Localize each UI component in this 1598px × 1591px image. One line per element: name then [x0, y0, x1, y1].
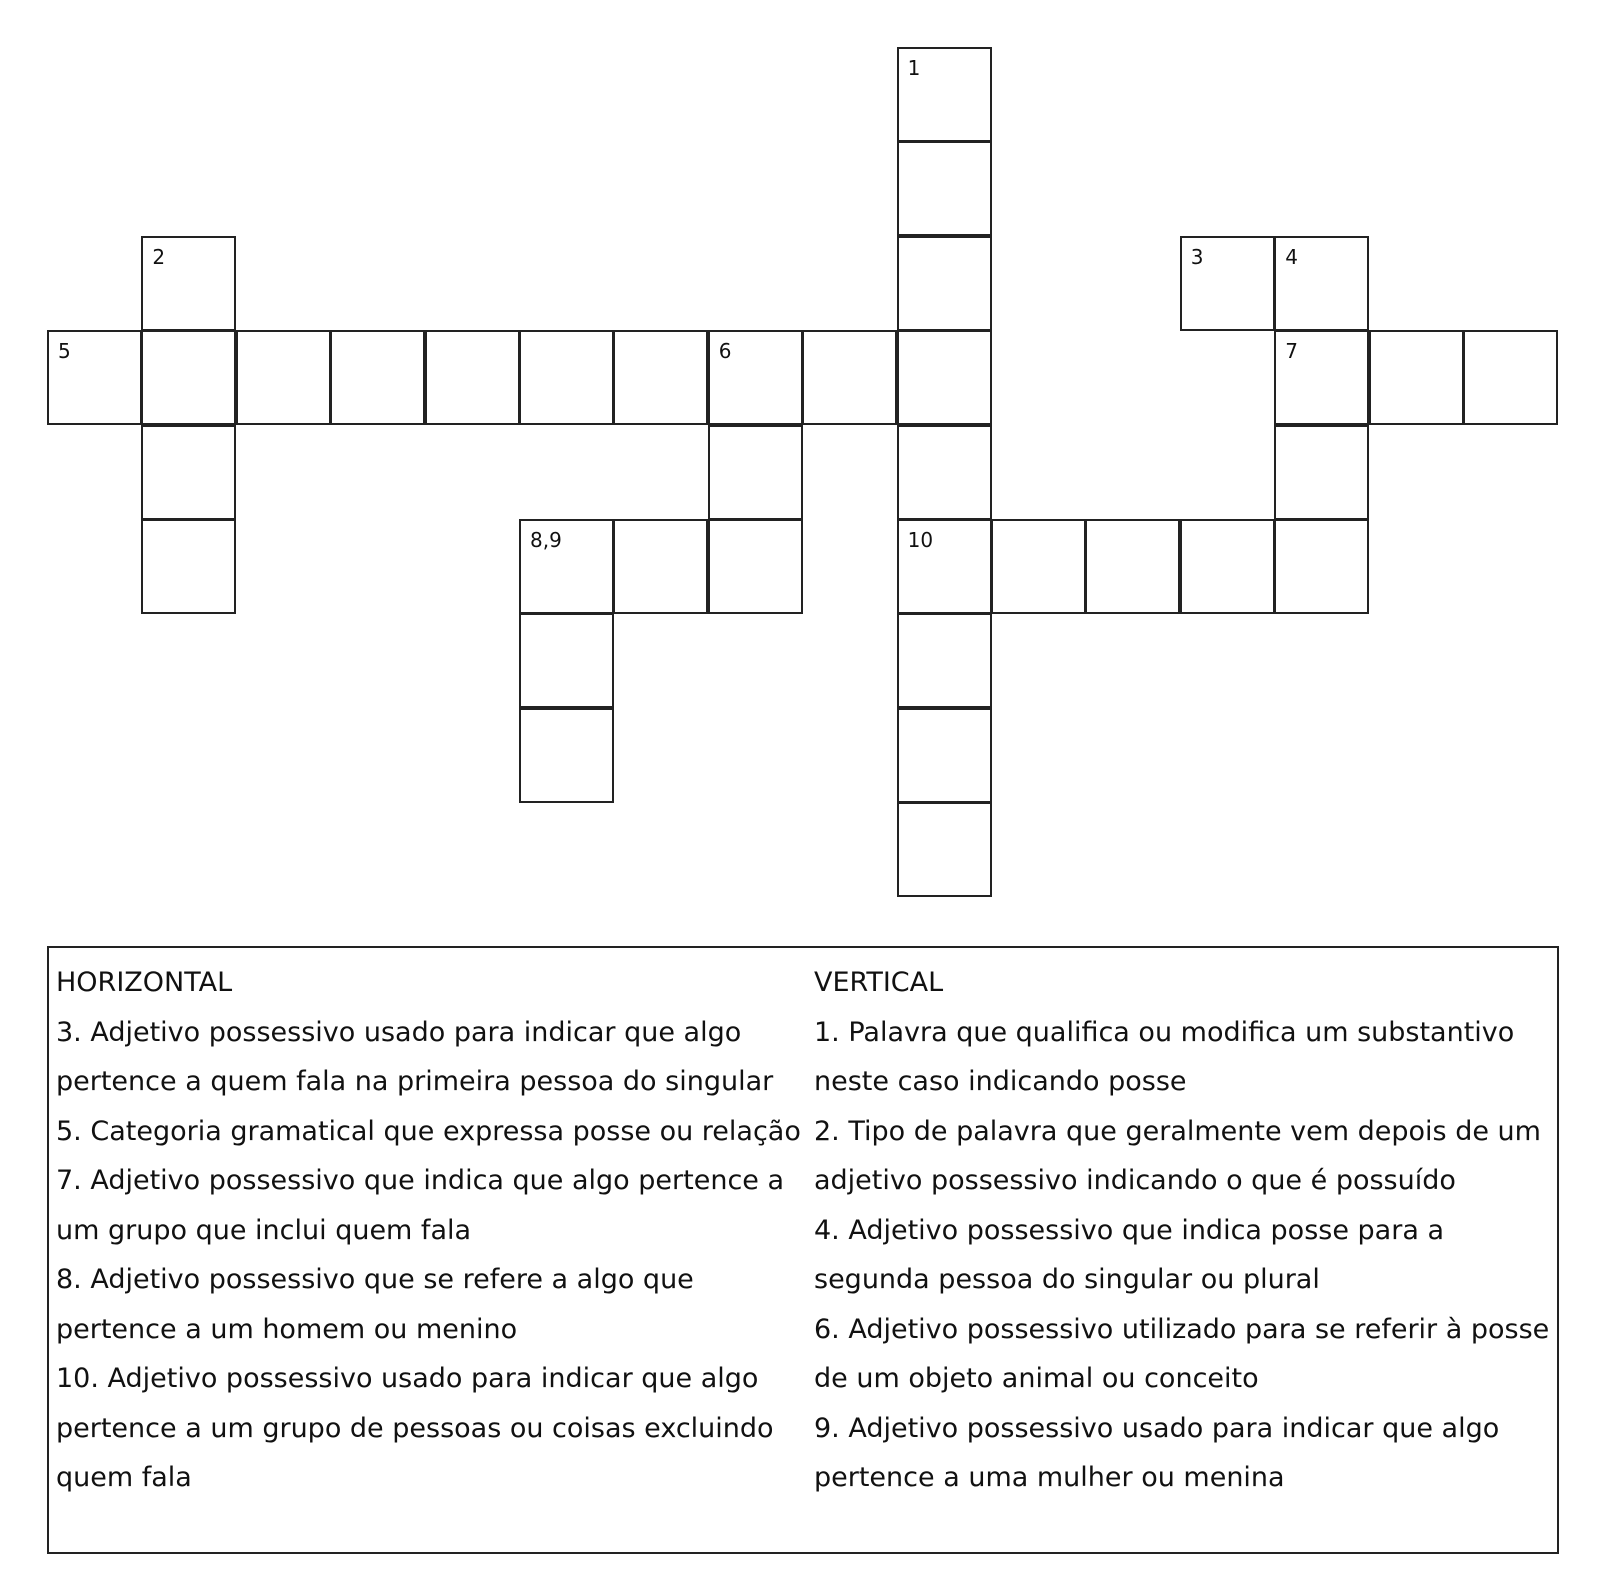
vertical-clue-line: adjetivo possessivo indicando o que é possuído: [814, 1165, 1456, 1196]
crossword-cell[interactable]: [519, 708, 614, 803]
horizontal-clue-line: 5. Categoria gramatical que expressa posse ou relação: [56, 1115, 801, 1147]
crossword-cell[interactable]: [141, 519, 236, 614]
horizontal-clue-line: um grupo que inclui quem fala: [56, 1214, 472, 1246]
vertical-clue-line: 9. Adjetivo possessivo usado para indicar que algo: [814, 1412, 1500, 1444]
horizontal-clue-line: pertence a quem fala na primeira pessoa do singular: [56, 1066, 774, 1097]
crossword-cell[interactable]: [708, 425, 803, 520]
vertical-clue-line: 2. Tipo de palavra que geralmente vem depois de um: [814, 1115, 1541, 1147]
clue-number: 6: [718, 339, 732, 364]
horizontal-clue-line: pertence a um homem ou menino: [56, 1313, 518, 1345]
crossword-cell[interactable]: [1274, 330, 1369, 425]
crossword-cell[interactable]: [708, 519, 803, 614]
clue-number: 4: [1285, 244, 1298, 269]
crossword-cell[interactable]: [519, 613, 614, 708]
crossword-cell[interactable]: [613, 519, 708, 614]
crossword-cell[interactable]: [1274, 519, 1369, 614]
vertical-clue-line: 1. Palavra que qualifica ou modifica um substantivo: [814, 1016, 1515, 1048]
clue-number: 10: [907, 528, 934, 552]
vertical-heading: VERTICAL: [814, 967, 944, 998]
horizontal-clues: [56, 958, 806, 1503]
vertical-clue-line: pertence a uma mulher ou menina: [814, 1462, 1285, 1493]
crossword-cell[interactable]: [519, 519, 614, 614]
crossword-cell[interactable]: [141, 330, 236, 425]
vertical-clues: [814, 958, 1559, 1503]
horizontal-heading: HORIZONTAL: [56, 967, 233, 998]
crossword-cell[interactable]: [897, 425, 992, 520]
clue-number: 5: [58, 339, 71, 364]
clue-number: 3: [1190, 244, 1204, 269]
vertical-clue-line: segunda pessoa do singular ou plural: [814, 1264, 1320, 1295]
crossword-cell[interactable]: [1180, 519, 1275, 614]
horizontal-clue-line: 3. Adjetivo possessivo usado para indicar que algo: [56, 1016, 742, 1048]
vertical-clue-line: de um objeto animal ou conceito: [814, 1363, 1259, 1394]
crossword-cell[interactable]: [613, 330, 708, 425]
horizontal-clue-line: 10. Adjetivo possessivo usado para indicar que algo: [56, 1363, 759, 1394]
crossword-cell[interactable]: [1369, 330, 1464, 425]
crossword-cell[interactable]: [1274, 236, 1369, 331]
horizontal-clue-line: 7. Adjetivo possessivo que indica que algo pertence a: [56, 1165, 785, 1196]
clues-box: [47, 946, 1559, 1554]
crossword-cell[interactable]: [897, 802, 992, 897]
crossword-cell[interactable]: [425, 330, 520, 425]
horizontal-clue-line: quem fala: [56, 1462, 192, 1493]
crossword-cell[interactable]: [897, 613, 992, 708]
vertical-clue-line: 6. Adjetivo possessivo utilizado para se referir à posse: [814, 1313, 1550, 1345]
vertical-clue-line: 4. Adjetivo possessivo que indica posse para a: [814, 1214, 1444, 1246]
vertical-clue-line: neste caso indicando posse: [814, 1066, 1187, 1097]
crossword-cell[interactable]: [330, 330, 425, 425]
crossword-cell[interactable]: [708, 330, 803, 425]
clue-number: 8,9: [530, 528, 562, 552]
crossword-cell[interactable]: [897, 708, 992, 803]
crossword-cell[interactable]: [1463, 330, 1558, 425]
crossword-cell[interactable]: [897, 519, 992, 614]
crossword-cell[interactable]: [141, 236, 236, 331]
horizontal-clue-line: pertence a um grupo de pessoas ou coisas excluindo: [56, 1412, 774, 1444]
crossword-cell[interactable]: [236, 330, 331, 425]
crossword-cell[interactable]: [802, 330, 897, 425]
clue-number: 7: [1285, 339, 1298, 364]
crossword-cell[interactable]: [897, 141, 992, 236]
crossword-cell[interactable]: [991, 519, 1086, 614]
crossword-cell[interactable]: [1274, 425, 1369, 520]
crossword-cell[interactable]: [897, 330, 992, 425]
crossword-cell[interactable]: [897, 47, 992, 142]
horizontal-clue-line: 8. Adjetivo possessivo que se refere a algo que: [56, 1264, 694, 1295]
crossword-cell[interactable]: [1085, 519, 1180, 614]
crossword-cell[interactable]: [897, 236, 992, 331]
clue-number: 2: [152, 244, 166, 269]
crossword-cell[interactable]: [141, 425, 236, 520]
crossword-cell[interactable]: [1180, 236, 1275, 331]
crossword-cell[interactable]: [519, 330, 614, 425]
clue-number: 1: [907, 56, 921, 80]
crossword-cell[interactable]: [47, 330, 142, 425]
